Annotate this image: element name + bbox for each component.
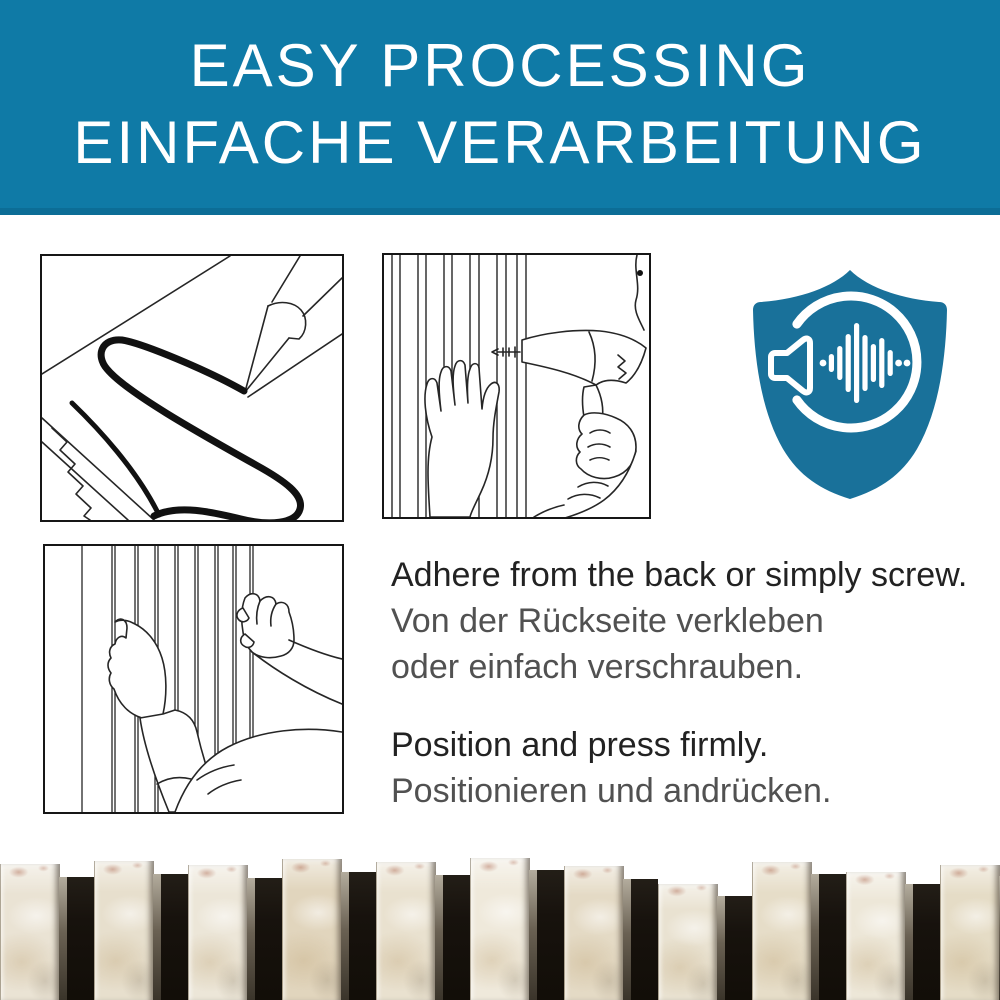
felt-gap <box>435 875 470 1000</box>
wave-bar <box>862 335 867 391</box>
panel-outline <box>42 256 342 520</box>
instruction-en-1: Adhere from the back or simply screw. <box>391 556 968 594</box>
slat-side-bevel <box>59 877 67 1000</box>
wave-bar <box>871 344 876 382</box>
slat-side-bevel <box>153 874 161 1000</box>
stone-slat-face <box>940 865 1000 1000</box>
wave-bar <box>879 338 884 388</box>
acoustic-shield-badge <box>745 263 955 503</box>
felt-gap <box>341 872 376 1000</box>
stone-slat-face <box>282 859 342 1000</box>
slat-side-bevel <box>717 896 725 1000</box>
stone-slat-face <box>188 865 248 1000</box>
positioning-drawing <box>45 546 342 812</box>
wave-bar <box>888 350 893 376</box>
instruction-paragraph-1 <box>391 552 991 690</box>
slat-side-bevel <box>811 874 819 1000</box>
stone-slat-face <box>658 884 718 1000</box>
slat-side-bevel <box>435 875 443 1000</box>
stone-slat-face <box>846 872 906 1000</box>
instruction-en-2: Position and press firmly. <box>391 726 769 764</box>
wave-bar <box>846 334 851 392</box>
stone-slat-face <box>564 866 624 1000</box>
wave-bar <box>837 346 842 380</box>
instruction-de-1b: oder einfach verschrauben. <box>391 648 804 686</box>
felt-gap <box>811 874 846 1000</box>
adhesive-bead <box>101 340 300 520</box>
wave-bar <box>854 323 859 403</box>
slat-side-bevel <box>247 878 255 1000</box>
caulk-gun-nozzle <box>245 256 342 392</box>
felt-gap <box>717 896 752 1000</box>
header-title-en: EASY PROCESSING <box>189 32 811 99</box>
illustration-adhesive-application <box>40 254 344 522</box>
slat-side-bevel <box>905 884 913 1000</box>
illustration-panel-positioning <box>43 544 344 814</box>
wave-bar <box>829 354 834 372</box>
slat-side-bevel <box>529 870 537 1000</box>
adhesive-bead-small <box>72 403 159 515</box>
pressing-hand <box>425 361 499 517</box>
instruction-paragraph-2 <box>391 722 991 814</box>
stone-slat-face <box>94 861 154 1000</box>
drill <box>522 330 646 478</box>
header-title-de: EINFACHE VERARBEITUNG <box>73 109 927 176</box>
instruction-de-1a: Von der Rückseite verkleben <box>391 602 824 640</box>
shield-icon <box>745 263 955 503</box>
felt-gap <box>247 878 282 1000</box>
wall-edge <box>635 255 644 330</box>
wave-dot <box>904 360 911 367</box>
stone-slat-face <box>752 862 812 1000</box>
wave-dot <box>895 360 902 367</box>
illustration-screw-mounting <box>382 253 651 519</box>
stone-slat-face <box>376 862 436 1000</box>
product-photo-slat-panel <box>0 856 1000 1000</box>
instruction-de-2: Positionieren und andrücken. <box>391 772 832 810</box>
felt-gap <box>529 870 564 1000</box>
felt-gap <box>153 874 188 1000</box>
slat-side-bevel <box>341 872 349 1000</box>
stone-slat-face <box>0 864 60 1000</box>
wave-dot <box>820 360 827 367</box>
felt-gap <box>905 884 940 1000</box>
slat-side-bevel <box>623 879 631 1000</box>
felt-gap <box>59 877 94 1000</box>
adhesive-drawing <box>42 256 342 520</box>
instructions <box>391 552 991 814</box>
felt-gap <box>623 879 658 1000</box>
stone-slat-face <box>470 858 530 1000</box>
header-banner <box>0 0 1000 215</box>
screw-drawing <box>384 255 649 517</box>
